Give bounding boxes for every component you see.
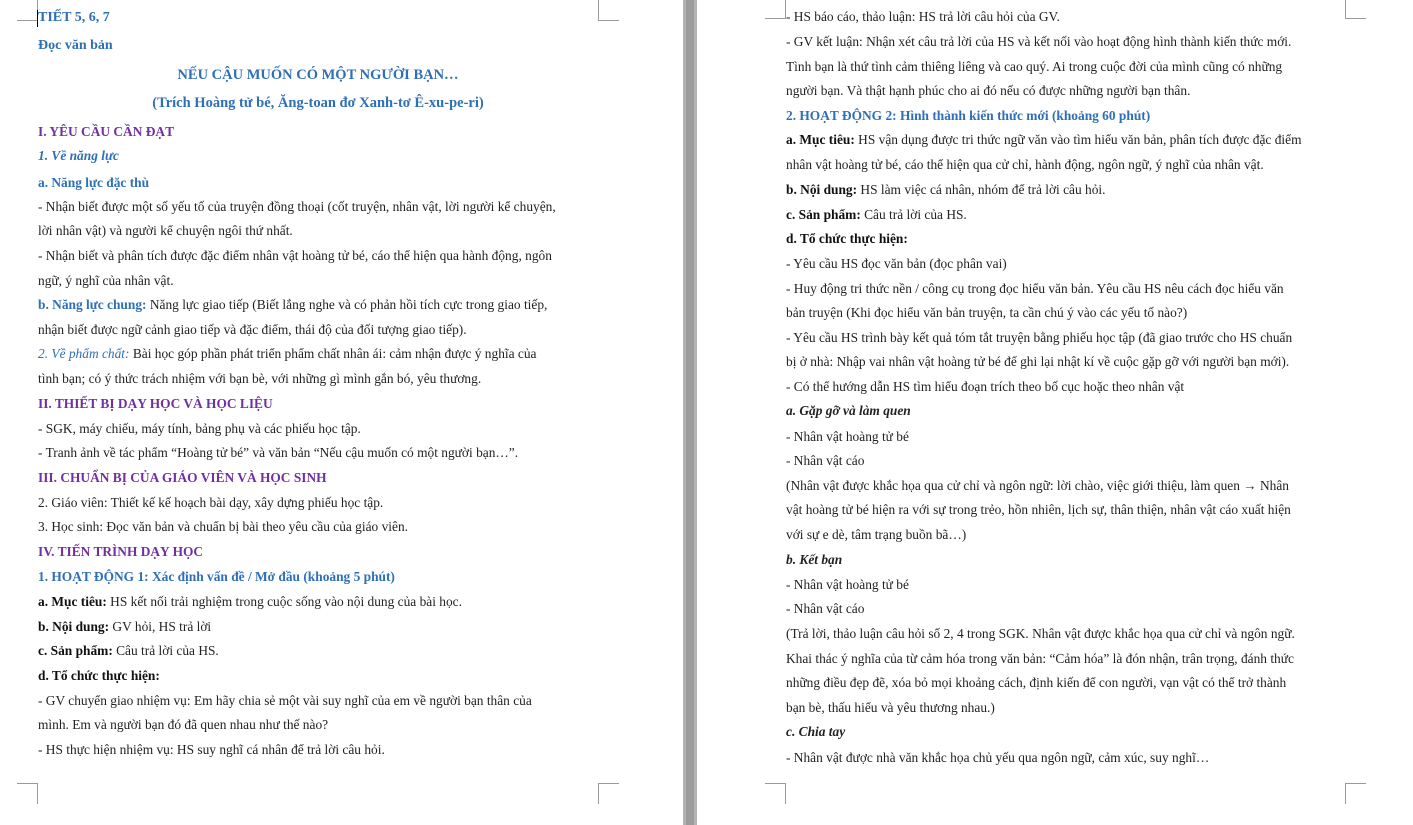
- paragraph-line: (Trả lời, thảo luận câu hỏi số 2, 4 trong SGK. Nhân vật được khắc họa qua cử chỉ và ngôn ngữ.: [786, 626, 1295, 641]
- paragraph-line: [38, 642, 219, 660]
- paragraph-line: - Có thể hướng dẫn HS tìm hiểu đoạn trích theo bố cục hoặc theo nhân vật: [786, 379, 1185, 394]
- inline-text: Câu trả lời của HS.: [112, 643, 219, 658]
- label-objective: a. Mục tiêu:: [38, 594, 107, 609]
- paragraph-line: [38, 345, 537, 363]
- list-item: - Nhân vật hoàng tử bé: [786, 429, 909, 444]
- activity-heading: 2. HOẠT ĐỘNG 2: Hình thành kiến thức mới (khoảng 60 phút): [786, 108, 1151, 123]
- paragraph-line: những điều đẹp đẽ, xóa bỏ mọi khoảng cách, định kiến để con người, vạn vật có thể trở thành: [786, 675, 1287, 690]
- lesson-number: TIẾT 5, 6, 7: [38, 10, 110, 25]
- paragraph-line: Tình bạn là thứ tình cảm thiêng liêng và cao quý. Ai trong cuộc đời của mình cũng có những: [786, 59, 1283, 74]
- subsection-heading: a. Gặp gỡ và làm quen: [786, 403, 911, 418]
- paragraph-line: 2. Giáo viên: Thiết kế kế hoạch bài dạy, xây dựng phiếu học tập.: [38, 495, 384, 510]
- paragraph-line: Khai thác ý nghĩa của từ cảm hóa trong văn bản: “Cảm hóa” là đón nhận, trân trọng, đánh thức: [786, 651, 1294, 666]
- document-page-left[interactable]: [0, 0, 683, 825]
- paragraph-line: - Nhận biết được một số yếu tố của truyện đồng thoại (cốt truyện, nhân vật, lời người kể chuyện,: [38, 199, 556, 214]
- paragraph-line: - HS thực hiện nhiệm vụ: HS suy nghĩ cá nhân để trả lời câu hỏi.: [38, 742, 385, 757]
- corner-mark: [1345, 783, 1366, 804]
- inline-text: Câu trả lời của HS.: [860, 207, 967, 222]
- paragraph-line: - Huy động tri thức nền / công cụ trong đọc hiểu văn bản. Yêu cầu HS nêu cách đọc hiểu văn: [786, 281, 1284, 296]
- subsection-heading: a. Năng lực đặc thù: [38, 175, 150, 190]
- inline-text: HS kết nối trải nghiệm trong cuộc sống vào nội dung của bài học.: [106, 594, 462, 609]
- label-product: c. Sản phẩm:: [786, 207, 861, 222]
- reading-label: Đọc văn bản: [38, 38, 113, 53]
- paragraph-line: 3. Học sinh: Đọc văn bản và chuẩn bị bài theo yêu cầu của giáo viên.: [38, 519, 408, 534]
- paragraph-line: - Tranh ảnh về tác phẩm “Hoàng tử bé” và văn bản “Nếu cậu muốn có một người bạn…”.: [38, 445, 519, 460]
- paragraph-line: vật hoàng tử bé hiện ra với sự trong trẻo, hồn nhiên, lịch sự, thân thiện, nhân vật cáo xuất hiện: [786, 502, 1291, 517]
- list-item: - Nhân vật cáo: [786, 601, 865, 616]
- list-item: - Nhân vật cáo: [786, 453, 865, 468]
- paragraph-line: ngữ, ý nghĩ của nhân vật.: [38, 273, 174, 288]
- paragraph-line: - Nhận biết và phân tích được đặc điểm nhân vật hoàng tử bé, cáo thể hiện qua hành động, ngôn: [38, 248, 552, 263]
- label-content: b. Nội dung:: [786, 182, 858, 197]
- paragraph-line: tình bạn; có ý thức trách nhiệm với bạn bè, với những gì mình gắn bó, yêu thương.: [38, 371, 482, 386]
- paragraph-line: nhận biết được ngữ cảnh giao tiếp và đặc điểm, thái độ của đối tượng giao tiếp).: [38, 322, 467, 337]
- label-organization: d. Tổ chức thực hiện:: [786, 231, 908, 246]
- label-organization: d. Tổ chức thực hiện:: [38, 668, 160, 683]
- inline-text: HS làm việc cá nhân, nhóm để trả lời câu hỏi.: [857, 182, 1106, 197]
- label-objective: a. Mục tiêu:: [786, 132, 855, 147]
- paragraph-line: người bạn. Và thật hạnh phúc cho ai đó nếu có được những người bạn thân.: [786, 83, 1191, 98]
- inline-text: Bài học góp phần phát triển phẩm chất nhân ái: cảm nhận được ý nghĩa của: [129, 346, 537, 361]
- subsection-heading: b. Kết bạn: [786, 552, 843, 567]
- paragraph-line: - GV chuyển giao nhiệm vụ: Em hãy chia sẻ một vài suy nghĩ của em về người bạn thân của: [38, 693, 532, 708]
- label-qualities: 2. Về phẩm chất:: [38, 346, 130, 361]
- paragraph-line: [38, 593, 462, 611]
- paragraph-line: - HS báo cáo, thảo luận: HS trả lời câu hỏi của GV.: [786, 9, 1060, 24]
- list-item: - Nhân vật hoàng tử bé: [786, 577, 909, 592]
- corner-mark: [598, 783, 619, 804]
- section-heading: III. CHUẨN BỊ CỦA GIÁO VIÊN VÀ HỌC SINH: [38, 470, 327, 485]
- paragraph-line: [786, 181, 1106, 199]
- paragraph-line: mình. Em và người bạn đó đã quen nhau như thế nào?: [38, 717, 329, 732]
- label-content: b. Nội dung:: [38, 619, 110, 634]
- inline-text: Năng lực giao tiếp (Biết lắng nghe và có phản hồi tích cực trong giao tiếp,: [146, 297, 548, 312]
- paragraph-line: - SGK, máy chiếu, máy tính, bảng phụ và các phiếu học tập.: [38, 421, 361, 436]
- lesson-title: NẾU CẬU MUỐN CÓ MỘT NGƯỜI BẠN…: [177, 67, 459, 83]
- paragraph-line: - Yêu cầu HS trình bày kết quả tóm tắt truyện bằng phiếu học tập (đã giao trước cho HS chuẩn: [786, 330, 1293, 345]
- paragraph-line: lời nhân vật) và người kể chuyện ngôi thứ nhất.: [38, 223, 293, 238]
- subsection-heading: c. Chia tay: [786, 724, 846, 739]
- label-general-competence: b. Năng lực chung:: [38, 297, 147, 312]
- list-item: - Nhân vật được nhà văn khắc họa chủ yếu qua ngôn ngữ, cảm xúc, suy nghĩ…: [786, 750, 1210, 765]
- paragraph-line: [38, 296, 547, 314]
- paragraph-line: bạn bè, thấu hiểu và yêu thương nhau.): [786, 700, 995, 715]
- inline-text: HS vận dụng được tri thức ngữ văn vào tìm hiểu văn bản, phân tích được đặc điểm: [854, 132, 1302, 147]
- paragraph-line: với sự e dè, tâm trạng buồn bã…): [786, 527, 967, 542]
- paragraph-line: - Yêu cầu HS đọc văn bản (đọc phân vai): [786, 256, 1007, 271]
- paragraph-line: [786, 206, 967, 224]
- paragraph-line: nhân vật hoàng tử bé, cáo thể hiện qua cử chỉ, hành động, ngôn ngữ, ý nghĩ của nhân vật.: [786, 157, 1264, 172]
- paragraph-line: bị ở nhà: Nhập vai nhân vật hoàng tử bé để ghi lại nhật kí về cuộc gặp gỡ với người bạn mới).: [786, 354, 1290, 369]
- corner-mark: [598, 0, 619, 21]
- section-heading: I. YÊU CẦU CẦN ĐẠT: [38, 124, 175, 139]
- inline-text: GV hỏi, HS trả lời: [109, 619, 212, 634]
- corner-mark: [17, 783, 38, 804]
- paragraph-line: [38, 618, 211, 636]
- document-page-right[interactable]: [697, 0, 1413, 825]
- page-separator: [683, 0, 697, 825]
- lesson-subtitle: (Trích Hoàng tử bé, Ăng-toan đơ Xanh-tơ Ê-xu-pe-ri): [152, 95, 484, 111]
- paragraph-line: [786, 131, 1301, 149]
- corner-mark: [17, 0, 38, 21]
- section-heading: II. THIẾT BỊ DẠY HỌC VÀ HỌC LIỆU: [38, 396, 273, 411]
- corner-mark: [765, 783, 786, 804]
- activity-heading: 1. HOẠT ĐỘNG 1: Xác định vấn đề / Mở đầu (khoảng 5 phút): [38, 569, 395, 584]
- paragraph-line: (Nhân vật được khắc họa qua cử chỉ và ngôn ngữ: lời chào, việc giới thiệu, làm quen → Nhân: [786, 478, 1289, 493]
- corner-mark: [1345, 0, 1366, 19]
- subsection-heading: 1. Về năng lực: [38, 148, 119, 163]
- paragraph-line: bản truyện (Khi đọc hiểu văn bản truyện, ta cần chú ý vào các yếu tố nào?): [786, 305, 1188, 320]
- paragraph-line: - GV kết luận: Nhận xét câu trả lời của HS và kết nối vào hoạt động hình thành kiến thức mới.: [786, 34, 1292, 49]
- label-product: c. Sản phẩm:: [38, 643, 113, 658]
- corner-mark: [765, 0, 786, 19]
- section-heading: IV. TIẾN TRÌNH DẠY HỌC: [38, 544, 204, 559]
